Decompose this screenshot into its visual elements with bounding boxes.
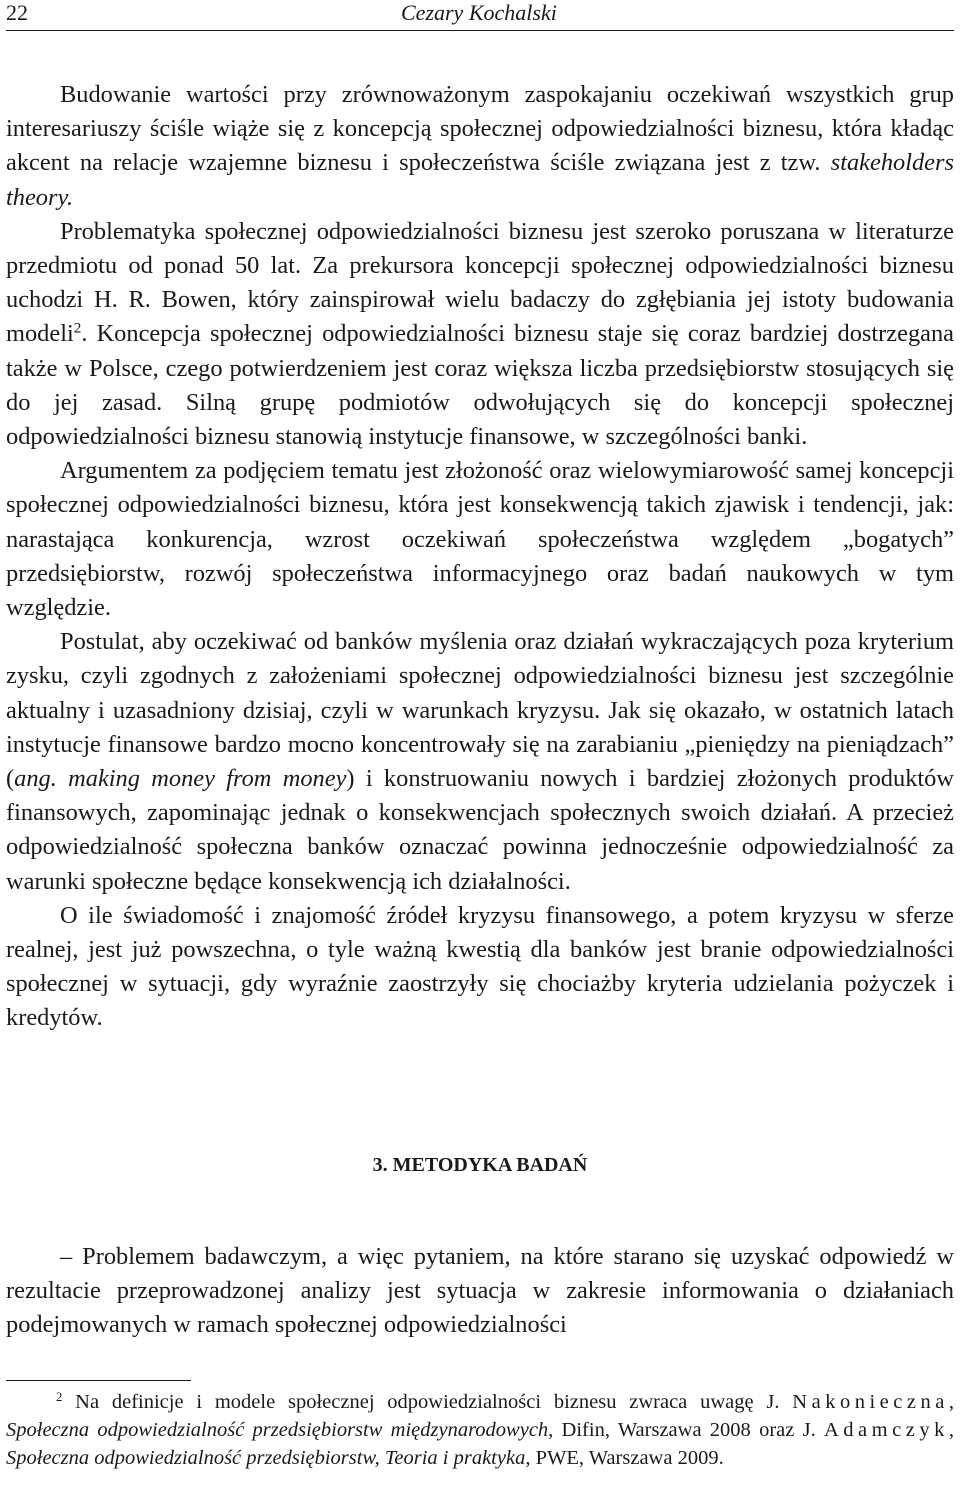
- paragraph-text: . Koncepcja społecznej odpowiedzialności biznesu staje się coraz bardziej dostrzegana także w Polsce, czego potwierdzeniem jest coraz większa liczba przedsiębiorstw stosujących się do jej zasad. Silną grupę podmiotów odwołujących się do koncepcji społecznej odpowiedzialności biznesu stanowią instytucje finansowe, w szczególności banki.: [6, 320, 954, 451]
- footnote-segment: , PWE, Warszawa 2009.: [525, 1447, 724, 1469]
- footnote-marker: 2: [56, 1390, 63, 1405]
- footnote-title: Społeczna odpowiedzialność przedsiębiorstw międzynarodowych: [6, 1419, 549, 1441]
- paragraph: Argumentem za podjęciem tematu jest złożoność oraz wielowymiarowość samej koncepcji społecznej odpowiedzialności biznesu, która jest konsekwencją takich zjawisk i tendencji, jak: narastająca konkurencja, wzrost oczekiwań społeczeństwa względem „bogatych” przedsiębiorstw, rozwój społeczeństwa informacyjnego oraz badań naukowych w tym względzie.: [6, 457, 954, 622]
- paragraph-text: Budowanie wartości przy zrównoważonym zaspokajaniu oczekiwań wszystkich grup interesariuszy ściśle wiąże się z koncepcją społecznej odpowiedzialności biznesu, która kładąc akcent na relacje wzajemne biznesu i społeczeństwa ściśle związana jest z tzw.: [6, 81, 954, 177]
- paragraph: [6, 215, 954, 454]
- page-header: [6, 0, 954, 31]
- paragraph: [6, 78, 954, 215]
- footnote-divider: [6, 1380, 191, 1381]
- paragraph: [6, 625, 954, 899]
- paragraph-text: ) i konstruowaniu nowych i bardziej złożonych produktów finansowych, zapominając jednak o konsekwencjach społecznych swoich działań. A przecież odpowiedzialność społeczna banków oznaczać powinna jednocześnie odpowiedzialność za warunki społeczne będące konsekwencją ich działalności.: [6, 765, 954, 895]
- paragraph-text: Postulat, aby oczekiwać od banków myślenia oraz działań wykraczających poza kryterium zysku, czyli zgodnych z założeniami społecznej odpowiedzialności biznesu jest szczególnie aktualny i uzasadniony dzisiaj, czyli w warunkach kryzysu. Jak się okazało, w ostatnich latach instytucje finansowe bardzo mocno koncentrowały się na zarabianiu „pieniędzy na pieniądzach” (: [6, 628, 954, 793]
- footnote-segment: ,: [948, 1391, 954, 1413]
- footnote-reference: 2: [73, 321, 82, 338]
- paragraph: O ile świadomość i znajomość źródeł kryzysu finansowego, a potem kryzysu w sferze realnej, jest już powszechna, o tyle ważną kwestią dla banków jest branie odpowiedzialności społecznej w sytuacji, gdy wyraźnie zaostrzyły się chociażby kryteria udzielania pożyczek i kredytów.: [6, 901, 954, 1032]
- running-head: Cezary Kochalski: [401, 0, 557, 25]
- paragraph-text: Problematyka społecznej odpowiedzialności biznesu jest szeroko poruszana w literaturze przedmiotu od ponad 50 lat. Za prekursora koncepcji społecznej odpowiedzialności biznesu uchodzi H. R. Bowen, który zainspirował wielu badaczy do zgłębiania jej istoty budowania modeli: [6, 217, 954, 348]
- section-heading: 3. METODYKA BADAŃ: [372, 1154, 588, 1176]
- footnote-author: Adamczyk: [823, 1419, 949, 1441]
- footnote-segment: ,: [948, 1419, 954, 1441]
- footnote: [6, 1388, 954, 1472]
- footnote-title: Społeczna odpowiedzialność przedsiębiorstw, Teoria i praktyka: [6, 1447, 526, 1469]
- italic-term: ang. making money from money: [14, 765, 347, 793]
- footnote-segment: Na definicje i modele społecznej odpowiedzialności biznesu zwraca uwagę J.: [62, 1391, 793, 1413]
- footnote-text: [6, 1388, 954, 1472]
- paragraph: – Problemem badawczym, a więc pytaniem, na które starano się uzyskać odpowiedź w rezultacie przeprowadzonej analizy jest sytuacja w zakresie informowania o działaniach podejmowanych w ramach społecznej odpowiedzialności: [6, 1243, 954, 1339]
- page-number: 22: [6, 0, 28, 25]
- footnote-segment: , Difin, Warszawa 2008 oraz J.: [548, 1419, 824, 1441]
- italic-term: stakeholders theory.: [6, 149, 954, 211]
- body-text: [6, 78, 954, 1036]
- section-body: [6, 1240, 954, 1343]
- footnote-author: Nakonieczna: [792, 1391, 949, 1413]
